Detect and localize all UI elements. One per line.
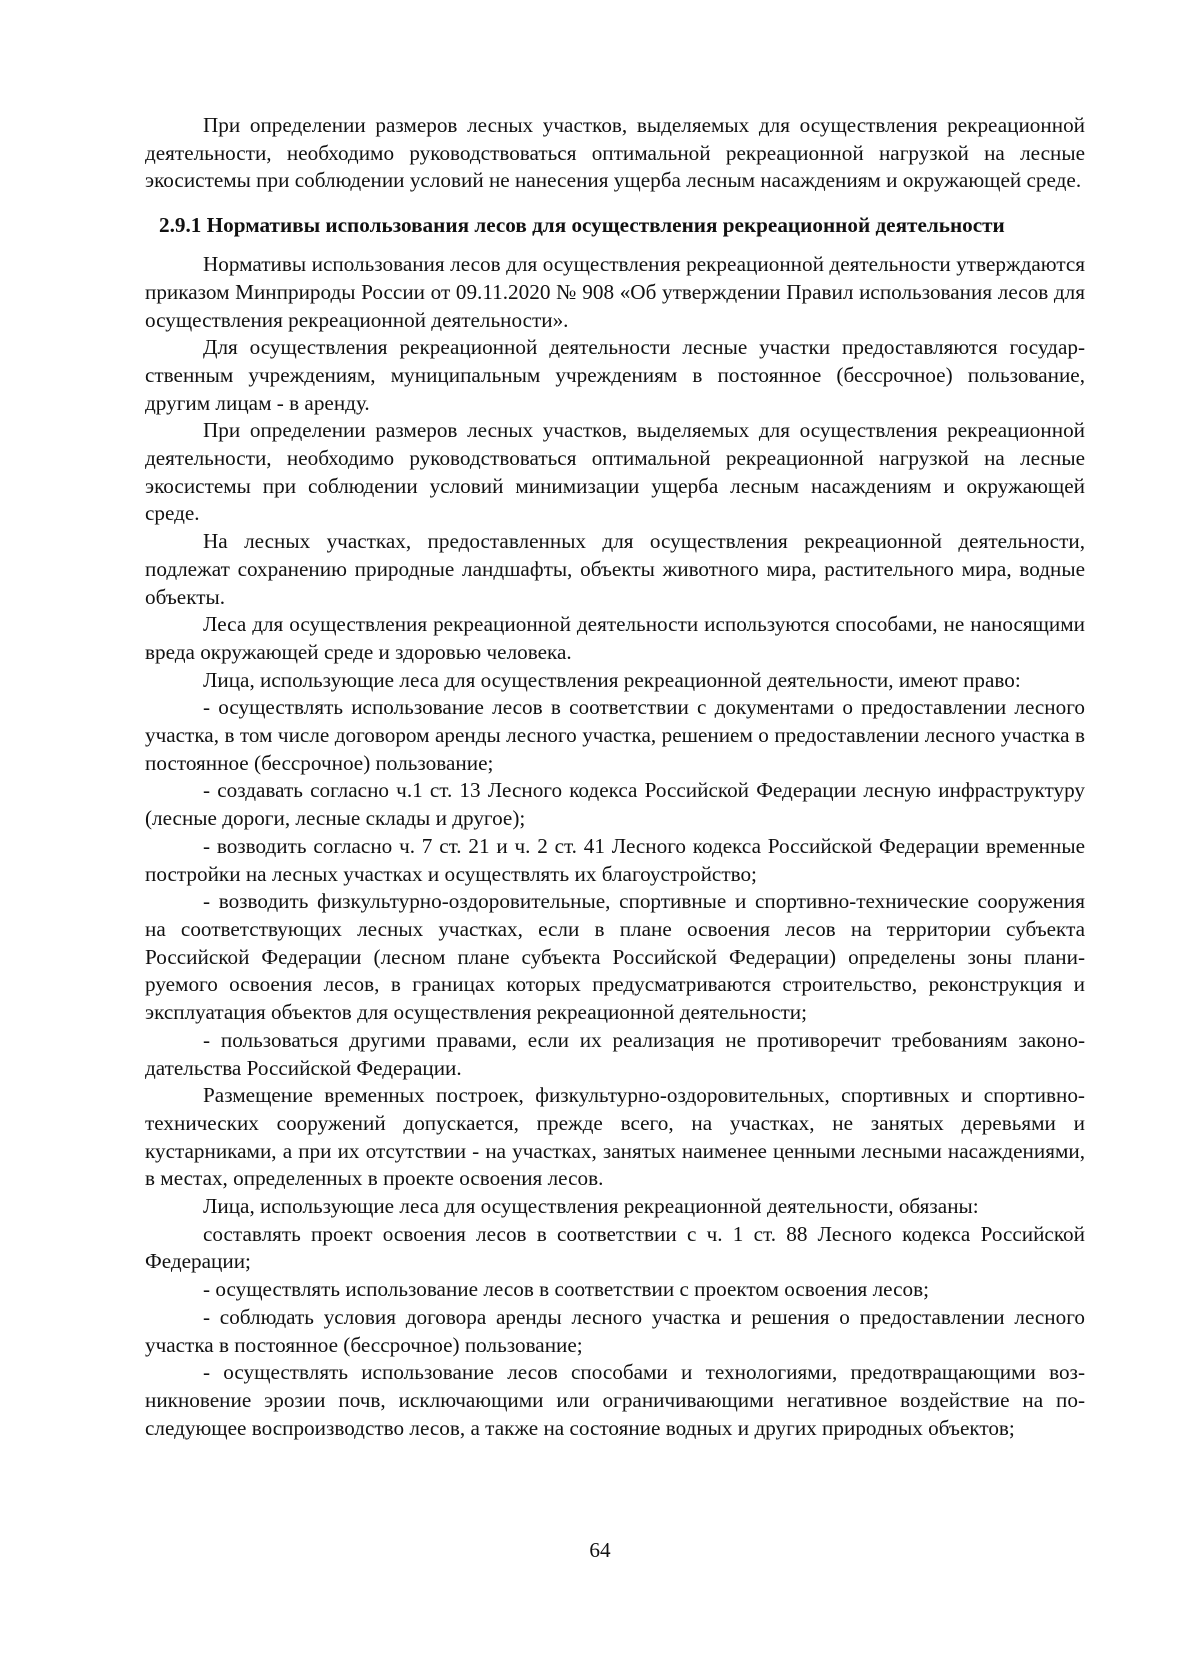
paragraph: Лица, использующие леса для осуществления рекреационной деятельности, обязаны: xyxy=(203,1194,979,1219)
list-item: - возводить согласно ч. 7 ст. 21 и ч. 2 ст. 41 Лесного кодекса Российской Федерации временные постройки на лесных участках и осуществлять их благоустройство; xyxy=(145,833,1085,886)
intro-paragraph: При определении размеров лесных участков, выделяемых для осуществления рекреационной деятельности, необходимо руководствоваться оптимальной рекреационной нагрузкой на лесные экосистемы при соблюдении условий не нанесения ущерба лесным насаждениям и окружающей среде. xyxy=(145,113,1085,193)
paragraph: На лесных участках, предоставленных для осуществления рекреационной деятельности, подлежат сохранению природные ландшафты, объекты животного мира, растительного мира, водные объекты. xyxy=(145,529,1085,609)
list-item: - осуществлять использование лесов в соответствии с документами о предоставлении лесного участка, в том числе договором аренды лесного участка, решением о предоставлении лесного участка в постоянное (бессрочное) пользование; xyxy=(145,695,1085,775)
paragraph: Нормативы использования лесов для осуществления рекреационной деятельности утверждаются приказом Минприроды России от 09.11.2020 № 908 «Об утверждении Правил использования лесов для осуществления рекреационной деятельности». xyxy=(145,252,1085,332)
section-heading: 2.9.1 Нормативы использования лесов для осуществления рекреационной деятельности xyxy=(159,213,1005,238)
list-item: - осуществлять использование лесов способами и технологиями, предотвращающими возникновение эрозии почв, исключающими или ограничивающими негативное воздействие на последующее воспроизводство лесов, а также на состояние водных и других природных объектов; xyxy=(145,1360,1085,1440)
list-item: - осуществлять использование лесов в соответствии с проектом освоения лесов; xyxy=(203,1277,929,1302)
list-item: - создавать согласно ч.1 ст. 13 Лесного кодекса Российской Федерации лесную инфраструктуру (лесные дороги, лесные склады и другое); xyxy=(145,778,1085,831)
list-item: - пользоваться другими правами, если их реализация не противоречит требованиям законодательства Российской Федерации. xyxy=(145,1027,1085,1080)
list-item: составлять проект освоения лесов в соответствии с ч. 1 ст. 88 Лесного кодекса Российской Федерации; xyxy=(145,1221,1085,1274)
document-page xyxy=(145,112,1085,1442)
list-item: - возводить физкультурно-оздоровительные, спортивные и спортивно-технические сооружения на соответствующих лесных участках, если в плане освоения лесов на территории субъекта Российской Федерации (лесном плане субъекта Российской Федерации) определены зоны планируемого освоения лесов, в границах которых предусматриваются строительство, реконструкция и эксплуатация объектов для осуществления рекреационной деятельности; xyxy=(145,889,1085,1025)
page-number: 64 xyxy=(589,1538,611,1562)
paragraph: Лица, использующие леса для осуществления рекреационной деятельности, имеют право: xyxy=(203,667,1021,692)
list-item: - соблюдать условия договора аренды лесного участка и решения о предоставлении лесного участка в постоянное (бессрочное) пользование; xyxy=(145,1304,1085,1357)
paragraph: Размещение временных построек, физкультурно-оздоровительных, спортивных и спортивно-технических сооружений допускается, прежде всего, на участках, не занятых деревьями и кустарниками, а при их отсутствии - на участках, занятых наименее ценными лесными насаждениями, в местах, определенных в проекте освоения лесов. xyxy=(145,1083,1085,1191)
paragraph: При определении размеров лесных участков, выделяемых для осуществления рекреационной деятельности, необходимо руководствоваться оптимальной рекреационной нагрузкой на лесные экосистемы при соблюдении условий минимизации ущерба лесным насаждениям и окружающей среде. xyxy=(145,418,1085,526)
paragraph: Леса для осуществления рекреационной деятельности используются способами, не наносящими вреда окружающей среде и здоровью человека. xyxy=(145,612,1085,664)
paragraph: Для осуществления рекреационной деятельности лесные участки предоставляются государственным учреждениям, муниципальным учреждениям в постоянное (бессрочное) пользование, другим лицам - в аренду. xyxy=(145,335,1085,415)
